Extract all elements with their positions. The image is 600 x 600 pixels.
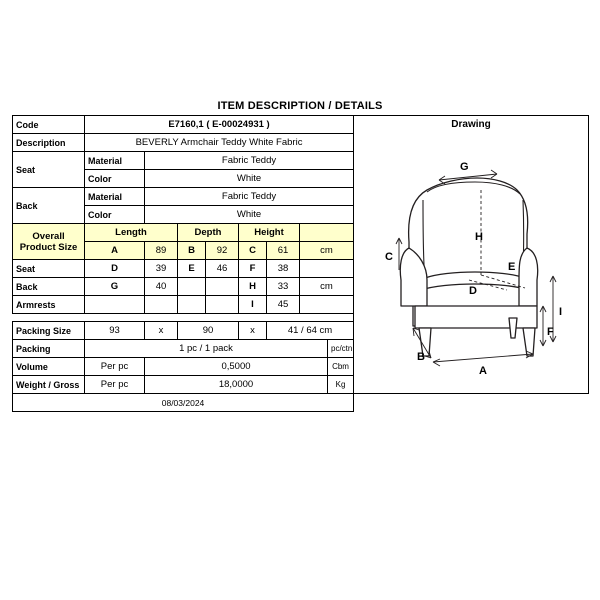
dim-a-value: 89: [145, 242, 178, 260]
seat-material-label: Material: [85, 152, 145, 170]
dim-i-value: 45: [267, 296, 300, 314]
armrests-blank4: [206, 296, 239, 314]
dim-g-key: G: [85, 278, 145, 296]
overall-unit-blank: [300, 224, 354, 242]
back-dims-label: Back: [13, 278, 85, 296]
dim-label-i: I: [559, 306, 563, 318]
table-row-code: [13, 116, 589, 134]
table-row-date: [13, 394, 589, 412]
seat-dims-label: Seat: [13, 260, 85, 278]
dim-a-key: A: [85, 242, 145, 260]
packing-size-height: 41 / 64 cm: [267, 322, 354, 340]
dim-e-value: 46: [206, 260, 239, 278]
weight-value: 18,0000: [145, 376, 328, 394]
packing-size-x1: x: [145, 322, 178, 340]
armrests-blank2: [145, 296, 178, 314]
seat-dims-unit: [300, 260, 354, 278]
dim-label-c: C: [385, 251, 393, 263]
drawing-header: Drawing: [451, 119, 491, 130]
armrests-blank3: [178, 296, 206, 314]
col-depth: Depth: [178, 224, 239, 242]
col-height: Height: [239, 224, 300, 242]
armrests-blank1: [85, 296, 145, 314]
armrests-unit: [300, 296, 354, 314]
weight-unit: Kg: [328, 376, 354, 394]
volume-label: Volume: [13, 358, 85, 376]
packing-size-width: 90: [178, 322, 239, 340]
dim-b-key: B: [178, 242, 206, 260]
dim-label-d: D: [469, 285, 477, 297]
dim-d-key: D: [85, 260, 145, 278]
date-value: 08/03/2024: [13, 394, 354, 412]
packing-label: Packing: [13, 340, 85, 358]
dim-i-key: I: [239, 296, 267, 314]
overall-unit-cm: cm: [300, 242, 354, 260]
drawing-cell: [354, 116, 589, 394]
armrests-label: Armrests: [13, 296, 85, 314]
volume-unit: Cbm: [328, 358, 354, 376]
dim-label-b: B: [417, 351, 425, 363]
col-length: Length: [85, 224, 178, 242]
weight-per: Per pc: [85, 376, 145, 394]
packing-size-x2: x: [239, 322, 267, 340]
dim-e-key: E: [178, 260, 206, 278]
description-label: Description: [13, 134, 85, 152]
dim-b-value: 92: [206, 242, 239, 260]
dim-f-value: 38: [267, 260, 300, 278]
spacer-cell: [13, 314, 354, 322]
packing-size-label: Packing Size: [13, 322, 85, 340]
dim-c-key: C: [239, 242, 267, 260]
dim-h-value: 33: [267, 278, 300, 296]
dim-label-g: G: [460, 161, 469, 173]
dim-label-h: H: [475, 231, 483, 243]
overall-product-size-label: Overall Product Size: [13, 224, 85, 260]
specification-table: [12, 115, 589, 412]
weight-label: Weight / Gross: [13, 376, 85, 394]
dim-label-e: E: [508, 261, 516, 273]
armchair-drawing: [357, 130, 589, 385]
seat-material-value: Fabric Teddy: [145, 152, 354, 170]
back-dims-blank1: [178, 278, 206, 296]
back-material-label: Material: [85, 188, 145, 206]
code-label: Code: [13, 116, 85, 134]
volume-per: Per pc: [85, 358, 145, 376]
seat-color-value: White: [145, 170, 354, 188]
packing-size-length: 93: [85, 322, 145, 340]
dim-f-key: F: [239, 260, 267, 278]
packing-value: 1 pc / 1 pack: [85, 340, 328, 358]
back-dims-blank2: [206, 278, 239, 296]
back-dims-unit: cm: [300, 278, 354, 296]
seat-color-label: Color: [85, 170, 145, 188]
description-value: BEVERLY Armchair Teddy White Fabric: [85, 134, 354, 152]
code-value: E7160,1 ( E-00024931 ): [85, 116, 354, 134]
back-color-value: White: [145, 206, 354, 224]
seat-label: Seat: [13, 152, 85, 188]
dim-label-a: A: [479, 365, 487, 377]
dim-d-value: 39: [145, 260, 178, 278]
dim-c-value: 61: [267, 242, 300, 260]
volume-value: 0,5000: [145, 358, 328, 376]
back-color-label: Color: [85, 206, 145, 224]
page-title: ITEM DESCRIPTION / DETAILS: [217, 100, 383, 112]
back-material-value: Fabric Teddy: [145, 188, 354, 206]
packing-unit: pc/ctn: [328, 340, 354, 358]
back-label: Back: [13, 188, 85, 224]
dim-h-key: H: [239, 278, 267, 296]
dim-label-f: F: [547, 326, 554, 338]
dim-g-value: 40: [145, 278, 178, 296]
